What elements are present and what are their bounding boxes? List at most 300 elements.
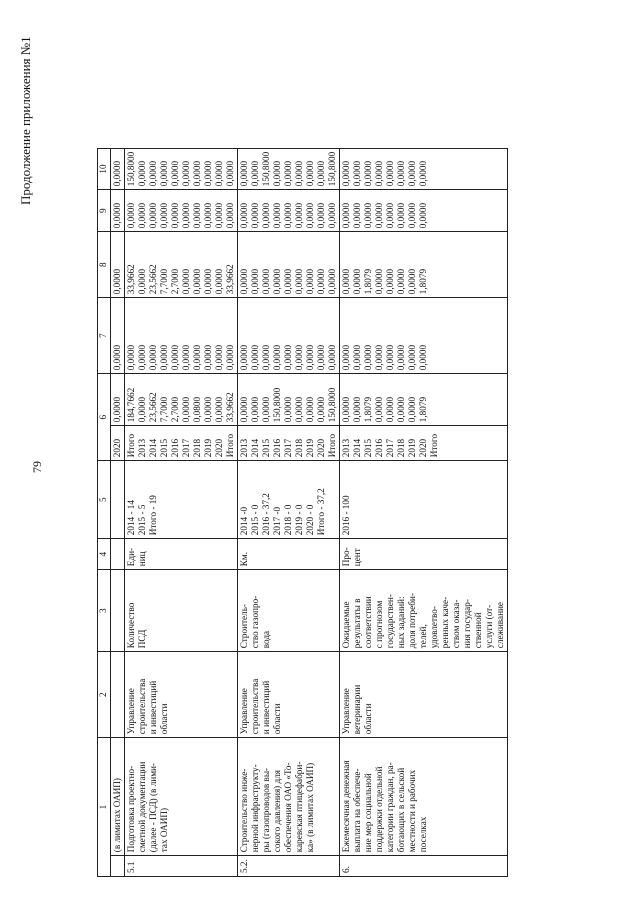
cell-line: 0,0000 (305, 160, 315, 187)
col-header-9: 9 (98, 190, 111, 232)
cell-line: 2015 (261, 438, 271, 458)
row-indicator (238, 570, 340, 652)
cell-line: ние мер социальной (363, 773, 373, 853)
cell-line: 0,0000 (294, 344, 304, 371)
table-row (238, 148, 340, 876)
cell-line: 0,0000 (148, 202, 158, 229)
cell-line: 33,9662 (126, 264, 136, 295)
row-c9 (125, 190, 238, 232)
cell-line: 0,0000 (261, 202, 271, 229)
cell-line: поселках (418, 816, 428, 853)
cell-line: ных заданий: (396, 596, 406, 649)
cell-line: 2020 (316, 438, 326, 458)
cell-line: 2013 (137, 438, 147, 458)
cell-line: 150,8000 (327, 387, 337, 423)
cell-line: Строительство инже- (239, 768, 249, 853)
cell-line: 0,0000 (294, 202, 304, 229)
cell-line: 150,8000 (327, 151, 337, 187)
cell-line: 0,0000 (294, 396, 304, 423)
cell-line: и инвестиций (148, 680, 158, 735)
cell-line: 0,0000 (363, 202, 373, 229)
cell-line: 0,0000 (352, 396, 362, 423)
cell-line: каревская птицефабри- (294, 761, 304, 853)
table-row (125, 148, 238, 876)
cell-line (429, 377, 440, 422)
cell-line: 0,0000 (250, 396, 260, 423)
cell-line: тах ОАИП) (159, 807, 169, 853)
cell-line: 0,0000 (214, 396, 224, 423)
column-number-row (98, 148, 111, 876)
col-header-6: 6 (98, 374, 111, 461)
row-c8 (340, 232, 508, 298)
cell-line: 0,0000 (261, 396, 271, 423)
cell-line: 0,0000 (418, 202, 428, 229)
cell-line: 0,0000 (352, 268, 362, 295)
cell-line: 2013 (341, 438, 351, 458)
cell-line: 0,0000 (272, 344, 282, 371)
cell-line: 2,7000 (170, 396, 180, 423)
cell-line: 0,0000 (305, 344, 315, 371)
cell-line: строительства (250, 678, 260, 735)
cell-line: Управление (126, 688, 136, 735)
col-header-1: 1 (98, 738, 111, 877)
cell-line: 2014 (250, 438, 260, 458)
cell-line: 0,0000 (181, 160, 191, 187)
continued-text: (в лимитах ОАИП) (111, 738, 125, 856)
cell-line: 0,0000 (352, 160, 362, 187)
cell-line: 0,0000 (316, 268, 326, 295)
cell-line: 0,0000 (148, 160, 158, 187)
row-c9 (340, 190, 508, 232)
cell-line: 0,0000 (137, 160, 147, 187)
col-header-8: 8 (98, 232, 111, 298)
cell-line: 0,0000 (341, 160, 351, 187)
cell-line: ния государ- (462, 599, 472, 649)
cell-line: 2020 (214, 438, 224, 458)
cell-line: 2016 (374, 438, 384, 458)
cell-line: 2020 (418, 438, 428, 458)
cell-line: 2016 (272, 438, 282, 458)
cell-line: 0,0000 (385, 344, 395, 371)
col-header-3: 3 (98, 570, 111, 652)
cell-line: 0,0000 (112, 268, 122, 295)
cell-line: нерной инфраструкту- (250, 764, 260, 853)
cell-line: Итого - 19 (148, 495, 158, 536)
row-c8 (238, 232, 340, 298)
cell-line: Подготовка проектно- (126, 765, 136, 853)
cell-line: 0,0000 (316, 160, 326, 187)
cell-line: 7,7000 (159, 268, 169, 295)
row-c6 (125, 374, 238, 426)
cell-line: 0,0000 (407, 160, 417, 187)
cell-line: 0,0000 (396, 268, 406, 295)
row-name (238, 738, 340, 856)
cell-line: 0,0000 (203, 344, 213, 371)
cell-line: 0,0000 (363, 160, 373, 187)
row-name (125, 738, 238, 856)
row-c7 (340, 298, 508, 374)
cell-line: 0,0000 (363, 344, 373, 371)
cell-line: ры (газопроводов вы- (261, 767, 271, 853)
row-years (125, 426, 238, 461)
cell-line: 0,0000 (283, 202, 293, 229)
cell-line: 0,0000 (192, 160, 202, 187)
cell-line: 0,0000 (385, 268, 395, 295)
cell-line: 0,0000 (170, 160, 180, 187)
cell-line: 0,0000 (214, 268, 224, 295)
row-c6 (238, 374, 340, 426)
cell-line: Строитель- (239, 604, 249, 649)
cell-line: 0,0000 (112, 396, 122, 423)
cell-line: и инвестиций (261, 680, 271, 735)
cell-line: 2020 (112, 438, 122, 458)
cell-line: 0,0000 (418, 344, 428, 371)
cell-line: 0,0000 (225, 202, 235, 229)
cell-line: 0,0000 (327, 202, 337, 229)
cell-line: с прогнозом (374, 600, 384, 649)
cell-line: 0,0000 (283, 396, 293, 423)
cell-line: 33,9662 (225, 264, 235, 295)
cell-line: 1,8079 (363, 396, 373, 423)
cell-line: местности и рабочих (407, 769, 417, 853)
row-c6 (340, 374, 508, 426)
cell-line: 0,0000 (352, 202, 362, 229)
cell-line: 0,0000 (214, 202, 224, 229)
cell-line: 0,0000 (192, 268, 202, 295)
cell-line: 2014 - 14 (126, 500, 136, 536)
cell-line: 0,0000 (239, 160, 249, 187)
cell-line: 0,0000 (374, 160, 384, 187)
cell-line: 2020 - 0 (305, 504, 315, 536)
cell-line: 2017 (181, 438, 191, 458)
cell-line: 0,0000 (159, 202, 169, 229)
cell-line: ка» (в лимитах ОАИП) (305, 762, 315, 853)
cell-line: 2015 (363, 438, 373, 458)
cell-line: 0,0000 (159, 344, 169, 371)
cell-line: 0,0000 (250, 268, 260, 295)
cell-line: 0,0000 (374, 268, 384, 295)
cell-line: 0,0000 (385, 160, 395, 187)
col-header-4: 4 (98, 539, 111, 570)
cell-line: 0,0000 (294, 268, 304, 295)
row-indicator (125, 570, 238, 652)
cell-line: 0,0000 (170, 344, 180, 371)
cell-line: 0,0000 (112, 160, 122, 187)
cell-line: 0,0000 (407, 268, 417, 295)
cell-line: 0,0000 (203, 396, 213, 423)
row-number: 5.2. (238, 856, 340, 877)
cell-line: области (159, 703, 169, 735)
cell-line: 0,0000 (239, 396, 249, 423)
cell-line: результаты в (352, 598, 362, 649)
row-targets (238, 461, 340, 539)
cell-line: вода (261, 630, 271, 649)
cell-line: ботающих в сельской (396, 767, 406, 853)
cell-line: соответствии (363, 596, 373, 649)
cell-line: 1,8079 (363, 268, 373, 295)
row-years (238, 426, 340, 461)
cell-line: 0,0000 (225, 344, 235, 371)
row-indicator (340, 570, 508, 652)
cell-line: 2017 (283, 438, 293, 458)
cell-line: 2016 - 37,2 (261, 493, 271, 536)
cell-line: 0,0000 (214, 344, 224, 371)
col-header-5: 5 (98, 461, 111, 539)
cell-line: 0,0000 (341, 344, 351, 371)
cell-line: 0,0000 (203, 202, 213, 229)
cell-line: Итого (126, 433, 136, 458)
cell-line: 0,0000 (327, 344, 337, 371)
cell-line: 0,0000 (112, 202, 122, 229)
row-c10 (238, 148, 340, 189)
row-years (340, 426, 508, 461)
cell-line: Управление (239, 688, 249, 735)
cell-line: 0,0000 (148, 344, 158, 371)
cell-line: 0,0000 (239, 202, 249, 229)
cell-line: 0,0000 (250, 344, 260, 371)
cell-line: 2017 (385, 438, 395, 458)
cell-line: ством оказа- (451, 599, 461, 649)
cell-line: 0,0000 (137, 268, 147, 295)
cell-line: Еди- (126, 547, 136, 567)
cell-line: 2019 (203, 438, 213, 458)
continued-c8 (111, 232, 125, 298)
cell-line: 0,0000 (385, 396, 395, 423)
row-c7 (125, 298, 238, 374)
cell-line: 1,8079 (418, 396, 428, 423)
cell-line (429, 301, 440, 370)
cell-line: 0,0000 (385, 202, 395, 229)
row-targets (125, 461, 238, 539)
cell-line: 0,0000 (181, 202, 191, 229)
row-unit (125, 539, 238, 570)
cell-line: ниц (137, 551, 147, 567)
cell-line: 2014 -0 (239, 506, 249, 536)
cell-line: доля потреби- (407, 593, 417, 649)
continued-c9 (111, 190, 125, 232)
cell-line: 0,0000 (396, 396, 406, 423)
continued-c6 (111, 374, 125, 426)
cell-line: 2015 - 0 (250, 504, 260, 536)
cell-line: 0,0000 (396, 160, 406, 187)
cell-line: 0,0000 (305, 396, 315, 423)
cell-line: 0,0000 (159, 160, 169, 187)
cell-line: 150,8000 (272, 387, 282, 423)
cell-line: категории граждан, ра- (385, 762, 395, 853)
cell-line: 0,0000 (374, 344, 384, 371)
cell-line: 0,0000 (272, 160, 282, 187)
cell-line: 2013 (239, 438, 249, 458)
cell-line: 0,0000 (137, 344, 147, 371)
cell-line: 0,0000 (283, 268, 293, 295)
cell-line: 2015 - 5 (137, 504, 147, 536)
cell-line: 0,0000 (305, 202, 315, 229)
cell-line: Итого (225, 433, 235, 458)
cell-line: 0,0000 (272, 202, 282, 229)
cell-line: Про- (341, 547, 351, 567)
cell-line: 2016 - 100 (341, 495, 351, 536)
continued-c10 (111, 148, 125, 189)
cell-line: 0,0000 (283, 160, 293, 187)
cell-line: 2019 (407, 438, 417, 458)
cell-line: 1,8079 (418, 268, 428, 295)
cell-line: 0,0000 (407, 396, 417, 423)
cell-line (429, 235, 440, 294)
cell-line: 0,0000 (214, 160, 224, 187)
cell-line: 0,0000 (261, 344, 271, 371)
cell-line: 0,0000 (181, 268, 191, 295)
row-number: 6. (340, 856, 508, 877)
row-targets (340, 461, 508, 539)
cell-line: 23,5662 (148, 264, 158, 295)
page-number: 79 (30, 461, 44, 473)
cell-line: 0,0000 (316, 344, 326, 371)
cell-line: Итого - 37,2 (316, 488, 326, 536)
row-executor (238, 652, 340, 738)
cell-line: 0,0000 (192, 344, 202, 371)
cell-line: сокого давления) для (272, 769, 282, 853)
cell-line: 0,0000 (396, 202, 406, 229)
cell-line: 2015 (159, 438, 169, 458)
cell-line: Количество (126, 602, 136, 649)
cell-line: 0,0000 (170, 202, 180, 229)
cell-line: слеживание (495, 602, 505, 649)
cell-line: 0,0000 (374, 396, 384, 423)
col-header-10: 10 (98, 148, 111, 189)
cell-line: цент (352, 548, 362, 567)
table-row (340, 148, 508, 876)
cell-line: ренных каче- (440, 596, 450, 649)
cell-line: 23,5662 (148, 392, 158, 423)
cell-line: 0,0000 (203, 160, 213, 187)
cell-line: области (363, 703, 373, 735)
cell-line: 0,0000 (137, 202, 147, 229)
cell-line: 184,7662 (126, 387, 136, 423)
row-c7 (238, 298, 340, 374)
cell-line: 0,0000 (316, 396, 326, 423)
row-executor (340, 652, 508, 738)
cell-line: поддержки отдельной (374, 766, 384, 853)
cell-line: 2017 -0 (272, 506, 282, 536)
cell-line: 2018 - 0 (283, 504, 293, 536)
cell-line: ственной (473, 612, 483, 649)
cell-line: строительства (137, 678, 147, 735)
cell-line: 7,7000 (159, 396, 169, 423)
row-c10 (125, 148, 238, 189)
cell-line: 0,0000 (126, 344, 136, 371)
row-unit (340, 539, 508, 570)
cell-line: 0,0000 (192, 202, 202, 229)
cell-line: сметной документации (137, 761, 147, 853)
appendix-label: Продолжение приложения №1 (18, 36, 33, 205)
cell-line: телей, (418, 624, 428, 649)
cell-line: 0,0000 (137, 396, 147, 423)
program-table (97, 148, 508, 877)
cell-line (429, 152, 440, 186)
cell-line: государствен- (385, 594, 395, 649)
cell-line: 2,7000 (170, 268, 180, 295)
cell-line: 0,0000 (181, 396, 191, 423)
cell-line: обеспечения ОАО «То- (283, 762, 293, 853)
col-header-2: 2 (98, 652, 111, 738)
cell-line: ПСД (137, 629, 147, 649)
cell-line: 0,0000 (203, 268, 213, 295)
cell-line: 0,0000 (352, 344, 362, 371)
cell-line: 150,8000 (261, 151, 271, 187)
cell-line: 0,0000 (396, 344, 406, 371)
cell-line: 0,0800 (192, 396, 202, 423)
row-number: 5.1 (125, 856, 238, 877)
cell-line: 0,0000 (261, 268, 271, 295)
cell-line: 0,0000 (112, 344, 122, 371)
cell-line: 33,9662 (225, 392, 235, 423)
cell-line: 0,0000 (418, 160, 428, 187)
cell-line: 0,0000 (250, 160, 260, 187)
row-executor (125, 652, 238, 738)
cell-line: 0,0000 (239, 268, 249, 295)
cell-line: 150,8000 (126, 151, 136, 187)
cell-line: 0,0000 (305, 268, 315, 295)
cell-line: 0,0000 (327, 268, 337, 295)
cell-line: 0,0000 (283, 344, 293, 371)
cell-line: 0,0000 (341, 202, 351, 229)
cell-line: 0,0000 (239, 344, 249, 371)
cell-line: 2018 (396, 438, 406, 458)
cell-line: 0,0000 (181, 344, 191, 371)
cell-line: 2014 (352, 438, 362, 458)
cell-line: 2019 - 0 (294, 504, 304, 536)
cell-line: 0,0000 (407, 344, 417, 371)
row-unit (238, 539, 340, 570)
cell-line: 0,0000 (316, 202, 326, 229)
cell-line: удовлетво- (429, 606, 439, 649)
row-c8 (125, 232, 238, 298)
cell-line: 0,0000 (341, 396, 351, 423)
cell-line: области (272, 703, 282, 735)
cell-line: 0,0000 (294, 160, 304, 187)
cell-line: 2016 (170, 438, 180, 458)
cell-line: 0,0000 (272, 268, 282, 295)
cell-line: Итого (429, 433, 439, 458)
cell-line: 2014 (148, 438, 158, 458)
cell-line: ветеринарии (352, 684, 362, 735)
cell-line: Ожидаемые (341, 601, 351, 649)
cell-line: 0,0000 (374, 202, 384, 229)
cell-line: ство газопро- (250, 595, 260, 649)
cell-line: 2019 (305, 438, 315, 458)
row-name (340, 738, 508, 856)
cell-line: (далее - ПСД) (в лими- (148, 763, 158, 853)
continued-c7 (111, 298, 125, 374)
cell-line: 0,0000 (250, 202, 260, 229)
continued-row (111, 148, 125, 876)
cell-line: 0,0000 (407, 202, 417, 229)
cell-line (429, 193, 440, 228)
cell-line: Итого (327, 433, 337, 458)
row-c9 (238, 190, 340, 232)
cell-line: Ежемесячная денежная (341, 760, 351, 853)
cell-line: Км. (239, 551, 249, 567)
row-c10 (340, 148, 508, 189)
cell-line: 2018 (294, 438, 304, 458)
cell-line: 0,0000 (126, 202, 136, 229)
cell-line: услуги (от- (484, 604, 494, 649)
cell-line: 0,0000 (341, 268, 351, 295)
cell-line: Управление (341, 688, 351, 735)
cell-line: 2018 (192, 438, 202, 458)
cell-line: 0,0000 (225, 160, 235, 187)
col-header-7: 7 (98, 298, 111, 374)
